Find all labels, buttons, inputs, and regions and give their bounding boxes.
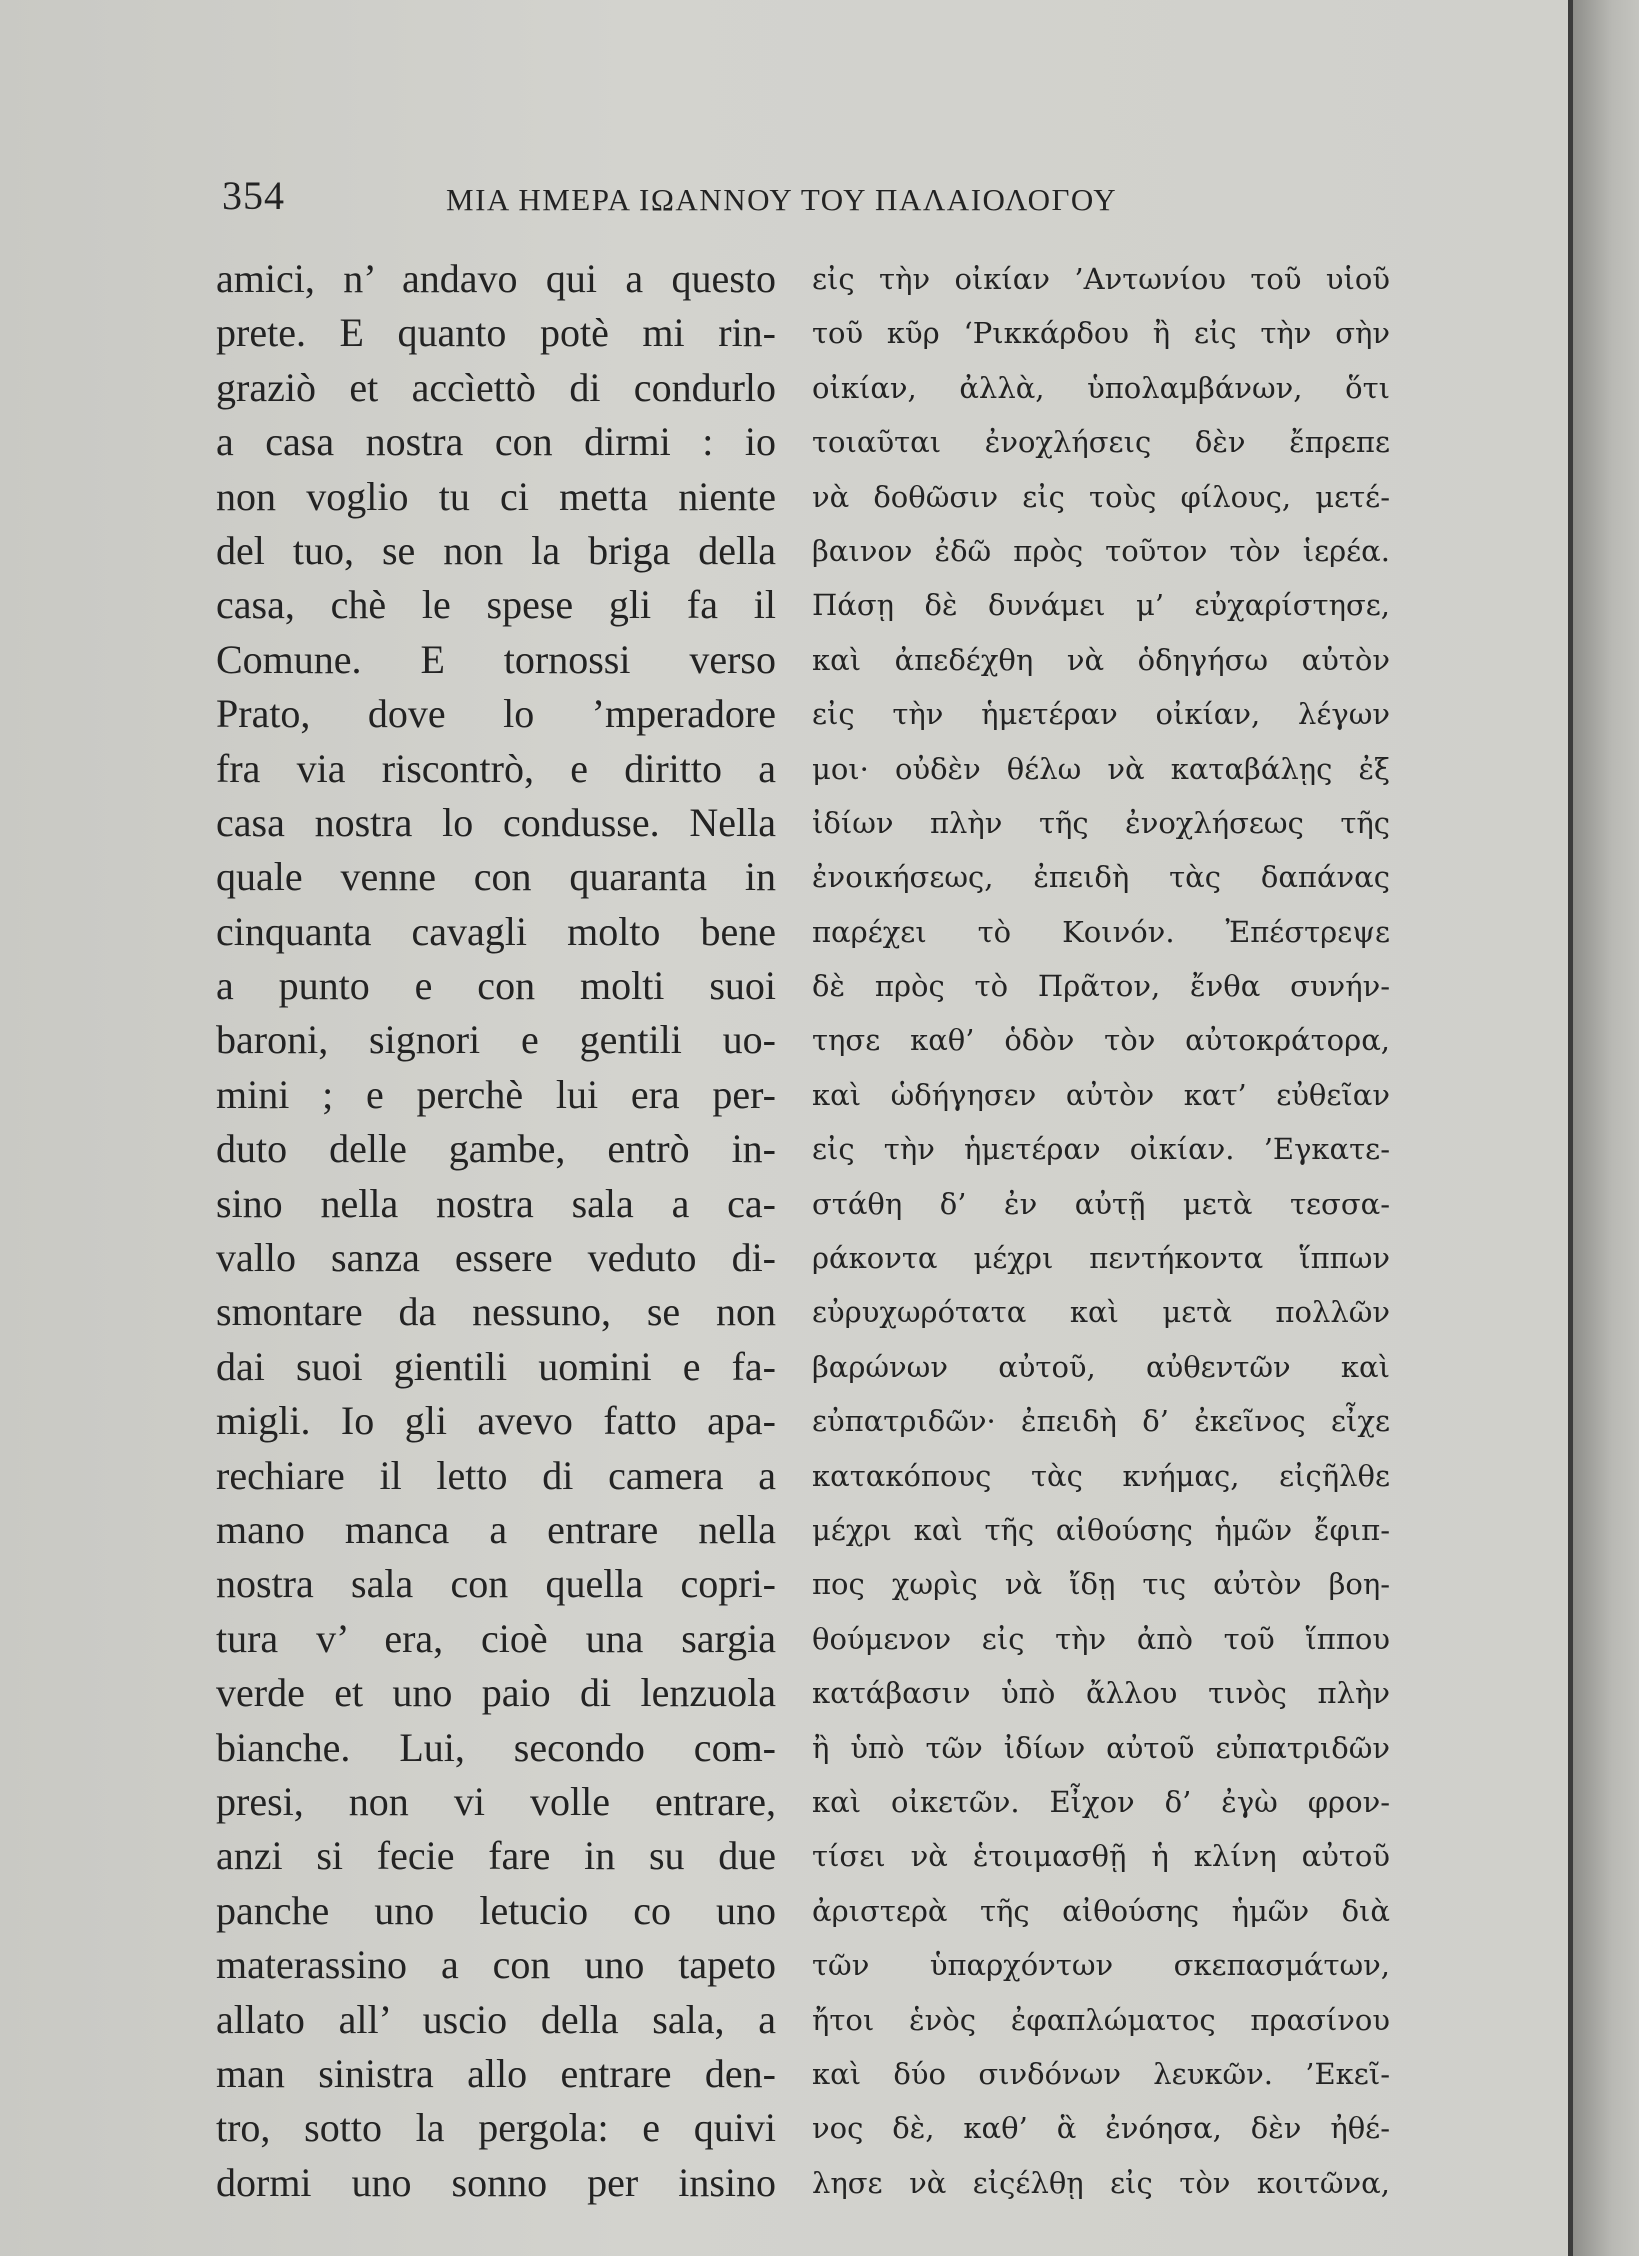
greek-text-line: εἰς τὴν ἡμετέραν οἰκίαν. ’Εγκατε- (812, 1132, 1390, 1167)
greek-text-line: εὐπατριδῶν· ἐπειδὴ δ’ ἐκεῖνος εἶχε (812, 1404, 1390, 1439)
italian-text-line: presi, non vi volle entrare, (216, 1778, 776, 1824)
greek-text-line: παρέχει τὸ Κοινόν. Ἐπέστρεψε (812, 914, 1390, 949)
greek-text-line: εἰς τὴν οἰκίαν ’Αντωνίου τοῦ υἱοῦ (812, 262, 1390, 296)
greek-text-line: ἰδίων πλὴν τῆς ἐνοχλήσεως τῆς (812, 805, 1390, 840)
greek-text-line: κατάβασιν ὑπὸ ἄλλου τινὸς πλὴν (812, 1676, 1390, 1711)
italian-text-line: casa nostra lo condusse. Nella (216, 799, 776, 845)
greek-text-line: Πάσῃ δὲ δυνάμει μ’ εὐχαρίστησε, (812, 588, 1390, 623)
italian-text-line: Comune. E tornossi verso (216, 636, 776, 682)
greek-text-line: λησε νὰ εἰςέλθῃ εἰς τὸν κοιτῶνα, (812, 2165, 1390, 2200)
greek-text-line: θούμενον εἰς τὴν ἀπὸ τοῦ ἵππου (812, 1621, 1390, 1656)
greek-text-line: ἢ ὑπὸ τῶν ἰδίων αὐτοῦ εὐπατριδῶν (812, 1730, 1390, 1765)
greek-text-line: νὰ δοθῶσιν εἰς τοὺς φίλους, μετέ- (812, 479, 1390, 514)
italian-text-line: non voglio tu ci metta niente (216, 473, 776, 519)
italian-text-line: cinquanta cavagli molto bene (216, 908, 776, 954)
greek-text-line: εἰς τὴν ἡμετέραν οἰκίαν, λέγων (812, 697, 1390, 732)
greek-text-line: ἐνοικήσεως, ἐπειδὴ τὰς δαπάνας (812, 860, 1390, 895)
italian-text-line: rechiare il letto di camera a (216, 1452, 776, 1498)
greek-text-line: κατακόπους τὰς κνήμας, εἰςῆλθε (812, 1458, 1390, 1493)
italian-text-column (216, 252, 776, 2210)
italian-text-line: graziò et accìettò di condurlo (216, 364, 776, 410)
running-title: ΜΙΑ ΗΜΕΡΑ ΙΩΑΝΝΟΥ ΤΟΥ ΠΑΛΑΙΟΛΟΓΟΥ (446, 182, 1118, 217)
greek-text-line: καὶ δύο σινδόνων λευκῶν. ’Εκεῖ- (812, 2056, 1390, 2091)
italian-text-line: dai suoi gientili uomini e fa- (216, 1343, 776, 1389)
italian-text-line: duto delle gambe, entrò in- (216, 1126, 776, 1172)
italian-text-line: allato all’ uscio della sala, a (216, 1996, 776, 2042)
italian-text-line: fra via riscontrò, e diritto a (216, 745, 776, 791)
greek-text-line: μέχρι καὶ τῆς αἰθούσης ἡμῶν ἔφιπ- (812, 1512, 1390, 1547)
greek-text-line: τοῦ κῦρ ‘Ρικκάρδου ἢ εἰς τὴν σὴν (812, 316, 1390, 351)
greek-text-line: στάθη δ’ ἐν αὐτῇ μετὰ τεσσα- (812, 1186, 1390, 1221)
greek-text-line: ἀριστερὰ τῆς αἰθούσης ἡμῶν διὰ (812, 1893, 1390, 1928)
italian-text-line: mini ; e perchè lui era per- (216, 1071, 776, 1117)
greek-text-line: δὲ πρὸς τὸ Πρᾶτον, ἔνθα συνήν- (812, 969, 1390, 1004)
greek-text-line: τῶν ὑπαρχόντων σκεπασμάτων, (812, 1948, 1390, 1983)
book-spine-shadow (1573, 0, 1639, 2256)
italian-text-line: sino nella nostra sala a ca- (216, 1180, 776, 1226)
italian-text-line: tura v’ era, cioè una sargia (216, 1615, 776, 1661)
greek-text-line: ράκοντα μέχρι πεντήκοντα ἵππων (812, 1241, 1390, 1276)
greek-text-line: καὶ ἀπεδέχθη νὰ ὁδηγήσω αὐτὸν (812, 642, 1390, 677)
italian-text-line: dormi uno sonno per insino (216, 2159, 776, 2205)
greek-text-line: τησε καθ’ ὁδὸν τὸν αὐτοκράτορα, (812, 1023, 1390, 1058)
italian-text-line: baroni, signori e gentili uo- (216, 1017, 776, 1063)
italian-text-line: verde et uno paio di lenzuola (216, 1670, 776, 1716)
italian-text-line: panche uno letucio co uno (216, 1887, 776, 1933)
italian-text-line: anzi si fecie fare in su due (216, 1833, 776, 1879)
italian-text-line: smontare da nessuno, se non (216, 1289, 776, 1335)
greek-text-line: τίσει νὰ ἑτοιμασθῇ ἡ κλίνη αὐτοῦ (812, 1839, 1390, 1874)
greek-text-line: μοι· οὐδὲν θέλω νὰ καταβάλῃς ἐξ (812, 751, 1390, 786)
greek-text-line: πος χωρὶς νὰ ἴδῃ τις αὐτὸν βοη- (812, 1567, 1390, 1602)
italian-text-line: mano manca a entrare nella (216, 1506, 776, 1552)
italian-text-line: bianche. Lui, secondo com- (216, 1724, 776, 1770)
italian-text-line: migli. Io gli avevo fatto apa- (216, 1398, 776, 1444)
greek-text-line: ἤτοι ἑνὸς ἐφαπλώματος πρασίνου (812, 2002, 1390, 2037)
italian-text-line: del tuo, se non la briga della (216, 527, 776, 573)
greek-text-line: βαινον ἐδῶ πρὸς τοῦτον τὸν ἱερέα. (812, 533, 1390, 568)
greek-text-line: καὶ ὡδήγησεν αὐτὸν κατ’ εὐθεῖαν (812, 1077, 1390, 1112)
italian-text-line: prete. E quanto potè mi rin- (216, 310, 776, 356)
page-header (222, 168, 1222, 228)
italian-text-line: a casa nostra con dirmi : io (216, 419, 776, 465)
greek-text-line: νος δὲ, καθ’ ἃ ἐνόησα, δὲν ἠθέ- (812, 2111, 1390, 2146)
greek-text-line: οἰκίαν, ἀλλὰ, ὑπολαμβάνων, ὅτι (812, 370, 1390, 405)
italian-text-line: vallo sanza essere veduto di- (216, 1235, 776, 1281)
italian-text-line: quale venne con quaranta in (216, 854, 776, 900)
italian-text-line: Prato, dove lo ’mperadore (216, 691, 776, 737)
italian-text-line: casa, chè le spese gli fa il (216, 582, 776, 628)
italian-text-line: tro, sotto la pergola: e quivi (216, 2105, 776, 2151)
italian-text-line: a punto e con molti suoi (216, 963, 776, 1009)
greek-text-column (812, 252, 1390, 2210)
greek-text-line: βαρώνων αὐτοῦ, αὐθεντῶν καὶ (812, 1349, 1390, 1384)
greek-text-line: καὶ οἰκετῶν. Εἶχον δ’ ἐγὼ φρον- (812, 1784, 1390, 1819)
greek-text-line: εὐρυχωρότατα καὶ μετὰ πολλῶν (812, 1295, 1390, 1330)
italian-text-line: man sinistra allo entrare den- (216, 2050, 776, 2096)
italian-text-line: materassino a con uno tapeto (216, 1942, 776, 1988)
italian-text-line: nostra sala con quella copri- (216, 1561, 776, 1607)
italian-text-line: amici, n’ andavo qui a questo (216, 256, 776, 301)
greek-text-line: τοιαῦται ἐνοχλήσεις δὲν ἔπρεπε (812, 425, 1390, 460)
page-number: 354 (222, 173, 285, 218)
